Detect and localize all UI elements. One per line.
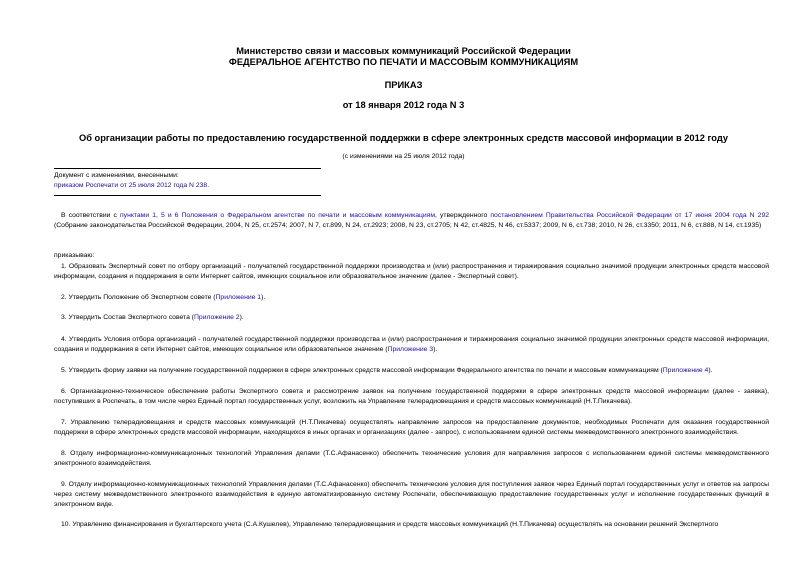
- item-4: 4. Утвердить Условия отбора организаций - получателей государственной поддержки производства и (или) распространения и тиражирования социально значимой продукции электронных средств массовой информации, создания и поддержания в сети Интернет сайтов, имеющих социальное или образовательное значение (Приложение 3).: [54, 336, 769, 353]
- appendix-4-link[interactable]: Приложение 4: [662, 367, 709, 374]
- appendix-2-link[interactable]: Приложение 2: [194, 314, 240, 321]
- item-2: 2. Утвердить Положение об Экспертном совете (Приложение 1).: [61, 294, 266, 301]
- resolution-link[interactable]: постановлением Правительства Российской Федерации от 17 июня 2004 года N 292: [490, 212, 770, 219]
- appendix-1-link[interactable]: Приложение 1: [215, 294, 262, 301]
- item-5: 5. Утвердить форму заявки на получение государственной поддержки в сфере электронных средств массовой информации Федерального агентства по печати и массовым коммуникациям (Приложение 4).: [61, 367, 713, 374]
- changes-top-rule: [54, 168, 321, 169]
- changes-note-ref: [54, 181, 209, 191]
- regulation-link[interactable]: Положения о Федеральном агентстве по печати и массовым коммуникациям: [181, 212, 436, 219]
- document-date: от 18 января 2012 года N 3: [342, 100, 465, 110]
- appendix-3-link[interactable]: Приложение 3: [387, 346, 434, 353]
- item-9: 9. Отделу информационно-коммуникационных технологий Управления делами (Т.С.Афанасенко) обеспечить технические условия для поступления заявок через Единый портал государственных услуг и ответов на запросы через систему межведомственного электронного взаимодействия в единую автоматизированную систему Роспечати, обеспечивающую предоставление государственных услуг и исполнение государственных функций в электронном виде.: [54, 481, 769, 508]
- ministry-name: Министерство связи и массовых коммуникаций Российской Федерации: [236, 46, 571, 56]
- changes-note-tail: .: [207, 182, 210, 189]
- item-7: 7. Управлению телерадиовещания и средств массовых коммуникаций (Н.Т.Пикачева) осуществлять направление запросов на предоставление документов, необходимых Роспечати для оказания государственной поддержки в сфере электронных средств массовой информации, находящихся в иных органах и организациях (далее - запрос), с использованием единой системы межведомственного электронного взаимодействия.: [54, 419, 769, 436]
- item-8: 8. Отделу информационно-коммуникационных технологий Управления делами (Т.С.Афанасенко) обеспечить технические условия для направления запросов с использованием единой системы межведомственного электронного взаимодействия.: [54, 450, 769, 467]
- order-word: приказываю:: [54, 252, 95, 259]
- preamble-paragraph: В соответствии с пунктами 1, 5 и 6 Положения о Федеральном агентстве по печати и массовым коммуникациям, утвержденного постановлением Правительства Российской Федерации от 17 июня 2004 года N 292 (Собрание законодательства Российской Федерации, 2004, N 25, ст.2574; 2007, N 7, ст.899, N 24, ст.2923; 2008, N 23, ст.2705; N 42, ст.4825, N 46, ст.5337; 2009, N 6, ст.738; 2010, N 26, ст.3350; 2011, N 6, ст.888, N 14, ст.1935): [54, 212, 770, 229]
- changes-bottom-rule: [54, 195, 321, 196]
- agency-name: ФЕДЕРАЛЬНОЕ АГЕНТСТВО ПО ПЕЧАТИ И МАССОВЫМ КОММУНИКАЦИЯМ: [228, 57, 579, 67]
- amendment-link[interactable]: приказом Роспечати от 25 июля 2012 года N 238: [54, 182, 208, 189]
- item-10: 10. Управлению финансирования и бухгалтерского учета (С.А.Кушелев), Управлению телерадиовещания и средств массовых коммуникаций (Н.Т.Пикачева) осуществлять на основании решений Экспертного: [61, 521, 719, 528]
- document-type: ПРИКАЗ: [384, 80, 423, 90]
- item-3: 3. Утвердить Состав Экспертного совета (Приложение 2).: [61, 314, 244, 321]
- points-link[interactable]: пунктами 1, 5 и 6: [119, 212, 179, 219]
- changes-note-label: Документ с изменениями, внесенными:: [54, 172, 179, 179]
- edition-note: (с изменениями на 25 июля 2012 года): [342, 153, 465, 160]
- item-1: 1. Образовать Экспертный совет по отбору организаций - получателей государственной поддержки производства и (или) распространения и тиражирования социально значимой продукции электронных средств массовой информации, создания и поддержания в сети Интернет сайтов, имеющих социальное или образовательное значение (далее - Экспертный совет).: [54, 263, 769, 280]
- document-title: Об организации работы по предоставлению государственной поддержки в сфере электронных средств массовой информации в 2012 году: [78, 133, 729, 143]
- item-6: 6. Организационно-техническое обеспечение работы Экспертного совета и рассмотрение заявок на получение государственной поддержки в сфере электронных средств массовой информации (далее - заявка), поступивших в Роспечать, в том числе через Единый портал государственных услуг, возложить на Управление телерадиовещания и средств массовых коммуникаций (Н.Т.Пикачева).: [54, 388, 769, 405]
